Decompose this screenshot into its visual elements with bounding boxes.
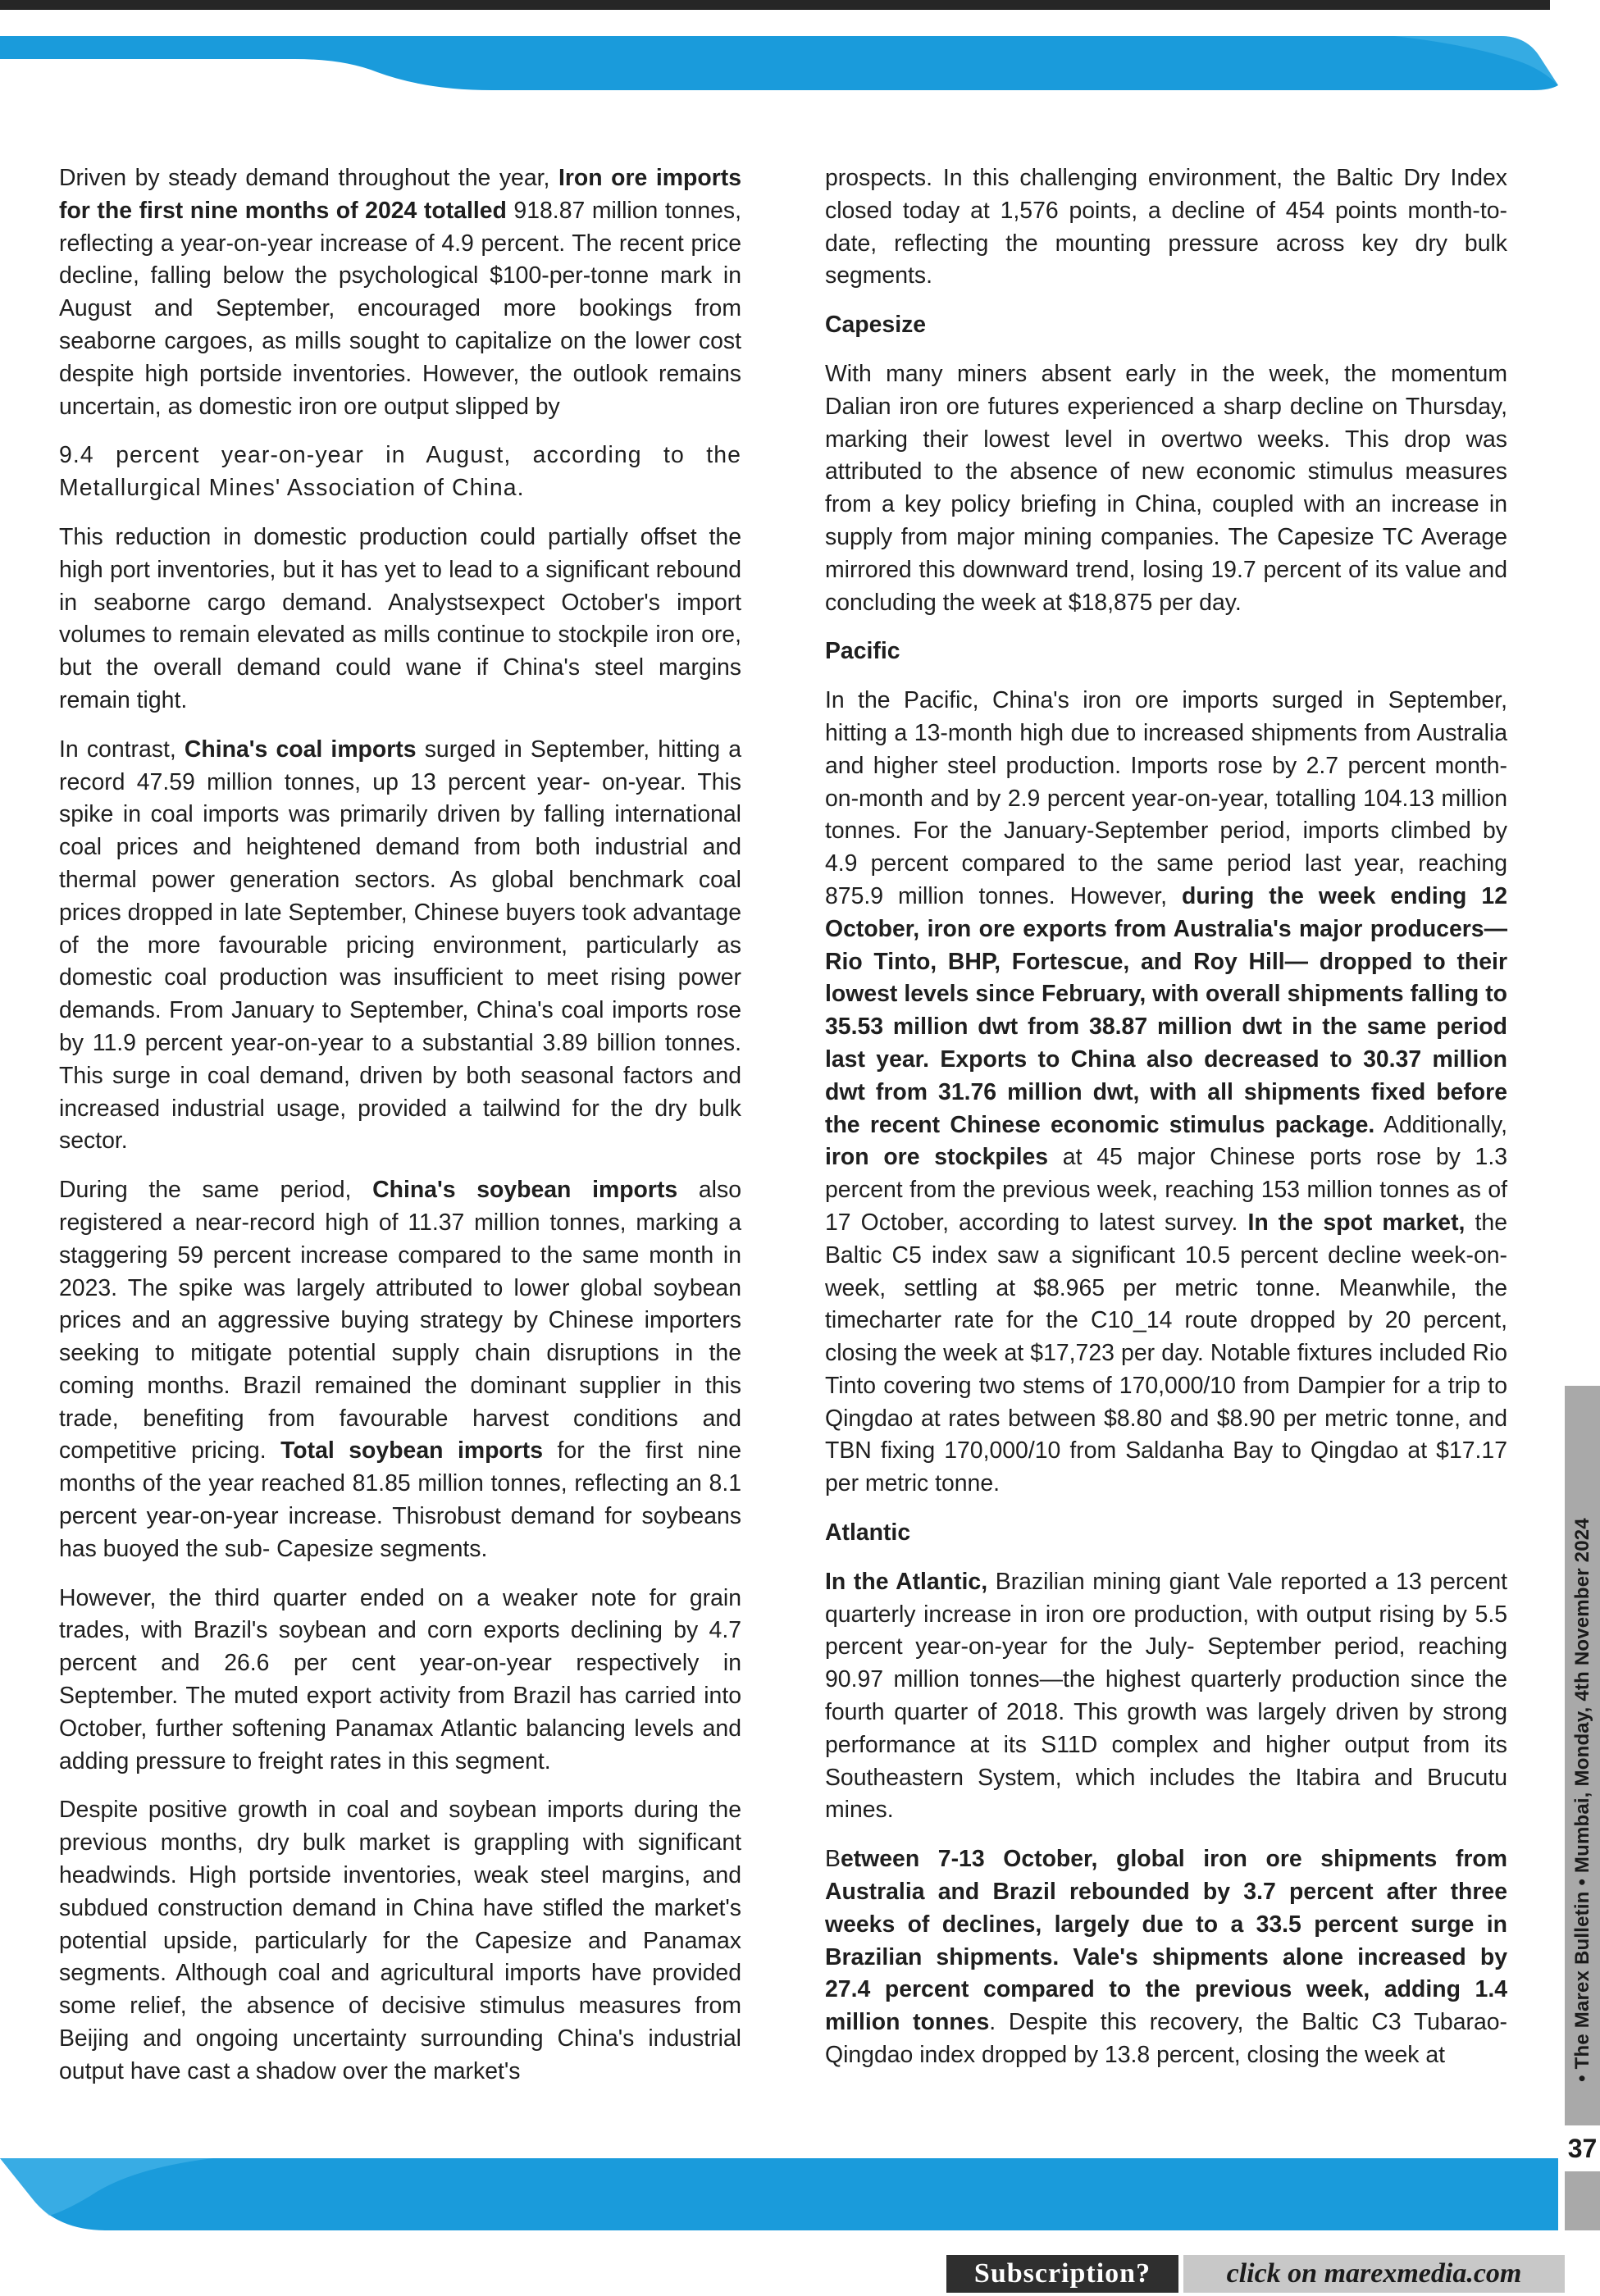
bold-text-run: iron ore stockpiles xyxy=(825,1144,1049,1171)
bold-text-run: In the spot market, xyxy=(1247,1209,1466,1236)
subscription-label: Subscription? xyxy=(946,2255,1178,2293)
top-rule xyxy=(0,0,1550,10)
article-paragraph xyxy=(59,440,741,505)
bold-text-run: Total soybean imports xyxy=(280,1437,544,1465)
text-run: With many miners absent early in the week, the momentum Dalian iron ore futures experienced a sharp decline on Thursday, marking their lowest level in overtwo weeks. This drop was attributed to the absence of new economic stimulus measures from a key policy briefing in China, coupled with an increase in supply from major mining companies. The Capesize TC Average mirrored this downward trend, losing 19.7 percent of its value and concluding the week at $18,875 per day. xyxy=(825,360,1507,616)
bold-text-run: during the week ending 12 October, iron ore exports from Australia's major producers—Rio Tinto, BHP, Fortescue, and Roy Hill— dropped to their lowest levels since February, with overall shipments falling to 35.53 million dwt from 38.87 million dwt in the same period last year. Exports to China also decreased to 30.37 million dwt from 31.76 million dwt, with all shipments fixed before the recent Chinese economic stimulus package. xyxy=(825,882,1507,1138)
text-run: prospects. In this challenging environment, the Baltic Dry Index closed today at 1,576 points, a decline of 454 points month-to-date, reflecting the mounting pressure across key dry bulk segments. xyxy=(825,165,1507,289)
article-paragraph xyxy=(825,1566,1507,1827)
bold-text-run: China's soybean imports xyxy=(372,1177,678,1204)
bold-text-run: etween 7-13 October, global iron ore shipments from Australia and Brazil rebounded by 3.7 percent after three weeks of declines, largely due to a 33.5 percent surge in Brazilian shipments. Vale's shipments alone increased by 27.4 percent compared to the previous week, adding 1.4 million tonnes xyxy=(825,1846,1507,2036)
text-run: Capesize xyxy=(825,312,927,339)
text-run: During the same period, xyxy=(59,1177,373,1204)
article-paragraph xyxy=(825,358,1507,619)
article-right-column xyxy=(825,162,1507,2089)
article-paragraph xyxy=(825,685,1507,1501)
text-run: the Baltic C5 index saw a significant 10.5 percent decline week-on-week, settling at $8.965 per metric tonne. Meanwhile, the timecharter rate for the C10_14 route dropped by 20 percent, closing the week at $17,723 per day. Notable fixtures included Rio Tinto covering two stems of 170,000/10 from Dampier for a trip to Qingdao at rates between $8.80 and $8.90 per metric tonne, and TBN fixing 170,000/10 from Saldanha Bay to Qingdao at $17.17 per metric tonne. xyxy=(825,1209,1507,1497)
text-run: at 45 major Chinese ports rose by 1.3 percent from the previous week, reaching 153 million tonnes as of 17 October, according to latest survey. xyxy=(825,1144,1507,1236)
text-run: Despite positive growth in coal and soybean imports during the previous months, dry bulk market is grappling with significant headwinds. High portside inventories, weak steel margins, and subdued construction demand in China have stifled the market's potential upside, particularly for the Capesize and Panamax segments. Although coal and agricultural imports have provided some relief, the absence of decisive stimulus measures from Beijing and ongoing uncertainty surrounding China's industrial output have cast a shadow over the market's xyxy=(59,1797,741,2084)
article-paragraph xyxy=(59,162,741,423)
article-left-column xyxy=(59,162,741,2105)
top-band-shape xyxy=(0,36,1558,90)
text-run: Brazilian mining giant Vale reported a 13 percent quarterly increase in iron ore production, with output rising by 5.5 percent year-on-year for the July- September period, reaching 90.97 million tonnes—the highest quarterly production since the fourth quarter of 2018. This growth was largely driven by strong performance at its S11D complex and higher output from its Southeastern System, which includes the Itabira and Brucutu mines. xyxy=(825,1568,1507,1824)
text-run: 918.87 million tonnes, reflecting a year-on-year increase of 4.9 percent. The recent price decline, falling below the psychological $100-per-tonne mark in August and September, encouraged more bookings from seaborne cargoes, as mills sought to capitalize on the lower cost despite high portside inventories. However, the outlook remains uncertain, as domestic iron ore output slipped by xyxy=(59,197,741,420)
article-paragraph xyxy=(59,1583,741,1779)
article-paragraph xyxy=(59,734,741,1158)
text-run: Additionally, xyxy=(1374,1111,1507,1138)
text-run: surged in September, hitting a record 47.59 million tonnes, up 13 percent year- on-year. This spike in coal imports was primarily driven by falling international coal prices and heightened demand from both industrial and thermal power generation sectors. As global benchmark coal prices dropped in late September, Chinese buyers took advantage of the more favourable pricing environment, particularly as domestic coal production was insufficient to meet rising power demands. From January to September, China's coal imports rose by 11.9 percent year-on-year to a substantial 3.89 billion tonnes. This surge in coal demand, driven by both seasonal factors and increased industrial usage, provided a tailwind for the dry bulk sector. xyxy=(59,736,741,1155)
text-run: In the Pacific, China's iron ore imports surged in September, hitting a 13-month high due to increased shipments from Australia and higher steel production. Imports rose by 2.7 percent month-on-month and by 2.9 percent year-on-year, totalling 104.13 million tonnes. For the January-September period, imports climbed by 4.9 percent compared to the same period last year, reaching 875.9 million tonnes. However, xyxy=(825,687,1507,909)
text-run: This reduction in domestic production could partially offset the high port inventories, but it has yet to lead to a significant rebound in seaborne cargo demand. Analystsexpect October's import volumes to remain elevated as mills continue to stockpile iron ore, but the overall demand could wane if China's steel margins remain tight. xyxy=(59,523,741,713)
text-run: B xyxy=(825,1846,841,1873)
section-heading xyxy=(825,1517,1507,1550)
article-paragraph xyxy=(59,1174,741,1566)
text-run: In contrast, xyxy=(59,736,185,763)
section-heading xyxy=(825,309,1507,342)
text-run: Pacific xyxy=(825,638,900,665)
text-run: Driven by steady demand throughout the year, xyxy=(59,165,558,191)
article-paragraph xyxy=(825,162,1507,293)
article-paragraph xyxy=(59,522,741,718)
section-heading xyxy=(825,636,1507,668)
bold-text-run: China's coal imports xyxy=(184,736,417,763)
bold-text-run: Iron ore imports for the first nine months of 2024 totalled xyxy=(59,165,741,224)
top-decorative-band xyxy=(0,36,1558,118)
text-run: . Despite this recovery, the Baltic C3 Tubarao-Qingdao index dropped by 13.8 percent, closing the week at xyxy=(825,2009,1507,2069)
article-paragraph xyxy=(825,1843,1507,2072)
text-run: 9.4 percent year-on-year in August, according to the Metallurgical Mines' Association of China. xyxy=(59,442,741,502)
subscription-link[interactable]: click on marexmedia.com xyxy=(1183,2255,1565,2293)
text-run: for the first nine months of the year reached 81.85 million tonnes, reflecting an 8.1 percent year-on-year increase. Thisrobust demand for soybeans has buoyed the sub- Capesize segments. xyxy=(59,1437,741,1562)
page-number: 37 xyxy=(1565,2125,1600,2171)
side-strip-text xyxy=(1565,1472,1600,2128)
bottom-band-shape xyxy=(0,2158,1558,2230)
bold-text-run: In the Atlantic, xyxy=(825,1568,988,1595)
bottom-decorative-band xyxy=(0,2157,1558,2230)
bulletin-issue-label: • The Marex Bulletin • Mumbai, Monday, 4th November 2024 xyxy=(1570,1518,1593,2082)
text-run: Atlantic xyxy=(825,1519,911,1547)
text-run: also registered a near-record high of 11.37 million tonnes, marking a staggering 59 percent increase compared to the same month in 2023. The spike was largely attributed to lower global soybean prices and an aggressive buying strategy by Chinese importers seeking to mitigate potential supply chain disruptions in the coming months. Brazil remained the dominant supplier in this trade, benefiting from favourable harvest conditions and competitive pricing. xyxy=(59,1177,741,1465)
article-paragraph xyxy=(59,1794,741,2088)
text-run: However, the third quarter ended on a weaker note for grain trades, with Brazil's soybean and corn exports declining by 4.7 percent and 26.6 per cent year-on-year respectively in September. The muted export activity from Brazil has carried into October, further softening Panamax Atlantic balancing levels and adding pressure to freight rates in this segment. xyxy=(59,1584,741,1774)
